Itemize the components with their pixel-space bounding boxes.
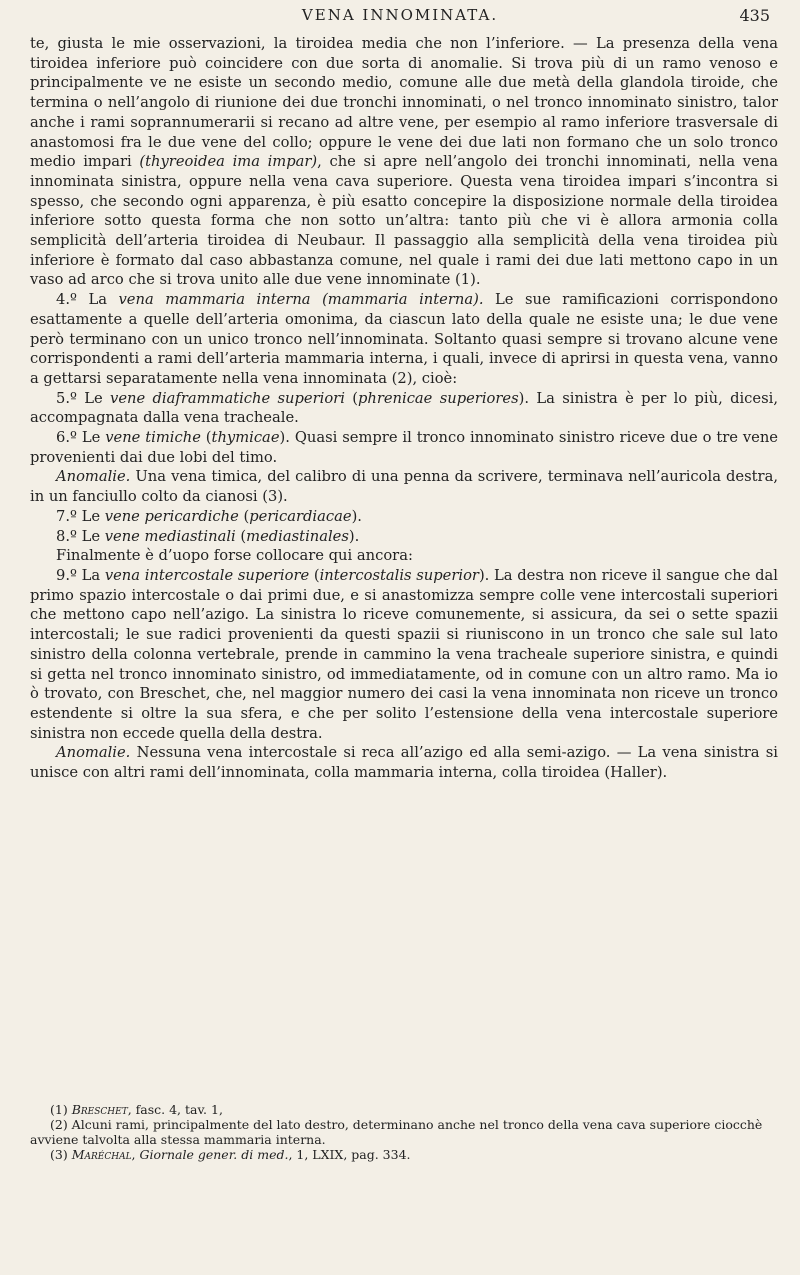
text-run: ). Quasi sempre il tronco innominato sinistro riceve due o tre vene provenienti dai due lobi del timo.: [30, 429, 779, 466]
italic-text: vene mediastinali: [104, 527, 236, 545]
body-text: [30, 34, 778, 783]
paragraph: [30, 467, 778, 506]
text-run: 9.º La: [56, 566, 105, 584]
text-run: 5.º Le: [56, 389, 111, 407]
italic-text: vena intercostale superiore: [104, 566, 310, 584]
footnotes: [30, 1102, 778, 1162]
text-run: (3): [50, 1147, 72, 1162]
paragraph: [30, 34, 778, 290]
text-run: , che si apre nell’angolo dei tronchi innominati, nella vena innominata sinistra, oppure nella vena cava superiore. Questa vena tiroidea impari s’incontra si spesso, che secondo ogni apparenza, è più esatto concepire la disposizione normale della tiroidea inferiore sotto questa forma che non sotto un’altra: tanto più che vi è allora armonia colla semplicità dell’arteria tiroidea di Neubaur. Il passaggio alla semplicità della vena tiroidea più inferiore è formato dal caso abbastanza comune, nel quale i rami dei due lati mettono capo in un vaso ad arco che si trova unito alle due vene innominate (1).: [30, 153, 778, 289]
italic-text: Anomalie.: [56, 744, 131, 762]
text-run: te, giusta le mie osservazioni, la tiroidea media che non l’inferiore. — La presenza della vena tiroidea inferiore può coincidere con due sorta di anomalie. Si trova più di un ramo venoso e principalmente ve ne esiste un secondo medio, comune alle due metà della glandola tiroide, che termina o nell’angolo di riunione dei due tronchi innominati, o nel tronco innominato sinistro, talor anche i rami soprannumerarii si recano ad altre vene, per esempio al ramo inferiore trasversale di anastomosi fra le due vene del collo; oppure le vene dei due lati non formano che un solo tronco medio impari: [30, 35, 778, 171]
italic-text: vene diaframmatiche superiori: [110, 389, 345, 407]
text-run: ).: [351, 507, 362, 525]
text-run: (: [238, 507, 250, 525]
footnote: [30, 1147, 778, 1162]
italic-text: phrenicae superiores: [357, 389, 519, 407]
italic-text: pericardiacae: [249, 507, 352, 525]
paragraph: [30, 290, 778, 389]
italic-text: intercostalis superior: [319, 566, 479, 584]
italic-text: (thyreoidea ima impar): [139, 153, 318, 171]
text-run: Una vena timica, del calibro di una penna da scrivere, terminava nell’auricola destra, in un fanciullo colto da cianosi (3).: [30, 468, 778, 506]
text-run: ,: [131, 1147, 140, 1162]
page-header: [0, 6, 800, 34]
text-run: ).: [348, 527, 360, 545]
italic-text: vena mammaria interna (mammaria interna).: [118, 291, 484, 309]
paragraph: [30, 743, 778, 782]
text-run: Le sue ramificazioni corrispondono esattamente a quelle dell’arteria omonima, da ciascun lato della quale ne esiste una; le due vene però terminano con un unico tronco nell’innominata. Soltanto quasi sempre si trovano alcune vene corrispondenti a rami dell’arteria mammaria interna, i quali, invece di aprirsi in questa vena, vanno a gettarsi separatamente nella vena innominata (2), cioè:: [30, 291, 778, 387]
italic-text: thymicae: [211, 429, 280, 447]
text-run: 8.º Le: [56, 527, 105, 545]
text-run: 4.º La: [56, 291, 119, 309]
text-run: , 1, LXIX, pag. 334.: [288, 1147, 411, 1162]
text-run: 7.º Le: [56, 507, 105, 525]
text-run: (: [344, 389, 358, 407]
text-run: Nessuna vena intercostale si reca all’azigo ed alla semi-azigo. — La vena sinistra si unisce con altri rami dell’innominata, colla mammaria interna, colla tiroidea (Haller).: [30, 744, 778, 782]
paragraph: [30, 527, 778, 547]
text-run: (: [309, 566, 320, 584]
italic-text: Giornale gener. di med.: [139, 1147, 289, 1162]
paragraph: [30, 428, 778, 467]
text-run: ). La sinistra è per lo più, dicesi, accompagnata dalla vena tracheale.: [30, 389, 778, 427]
paragraph: [30, 507, 778, 527]
text-run: (: [200, 429, 212, 447]
footnote: [30, 1102, 778, 1117]
text-run: (2) Alcuni rami, principalmente del lato destro, determinano anche nel tronco della vena cava superiore ciocchè avviene talvolta alla stessa mammaria interna.: [30, 1117, 763, 1147]
author-name: Breschet: [71, 1102, 128, 1117]
italic-text: vene pericardiche: [104, 507, 239, 525]
paragraph: [30, 546, 778, 566]
italic-text: Anomalie.: [56, 468, 131, 486]
text-run: (: [235, 527, 247, 545]
text-run: ). La destra non riceve il sangue che dal primo spazio intercostale o dai primi due, e si anastomizza sempre colle vene intercostali superiori che mettono capo nell’azigo. La sinistra lo riceve comunemente, si assicura, da sei o sette spazii intercostali; le sue radici provenienti da questi spazii si riuniscono in un tronco che sale sul lato sinistro della colonna vertebrale, prende in cammino la vena tracheale superiore sinistra, e quindi si getta nel tronco innominato sinistro, od immediatamente, od in comune con un altro ramo. Ma io ò trovato, con Breschet, che, nel maggior numero dei casi la vena innominata non riceve un tronco estendente si oltre la sua sfera, e che per solito l’estensione della vena intercostale superiore sinistra non eccede quella della destra.: [30, 566, 778, 742]
author-name: Maréchal: [71, 1147, 132, 1162]
paragraph: [30, 566, 778, 743]
footnote: [30, 1117, 778, 1147]
italic-text: vene timiche: [105, 429, 201, 447]
running-title: VENA INNOMINATA.: [301, 6, 499, 24]
text-run: Finalmente è d’uopo forse collocare qui ancora:: [56, 547, 413, 565]
text-run: (1): [50, 1102, 72, 1117]
italic-text: mediastinales: [246, 527, 349, 545]
paragraph: [30, 389, 778, 428]
page-number: 435: [739, 6, 770, 25]
text-run: 6.º Le: [56, 429, 106, 447]
text-run: , fasc. 4, tav. 1,: [127, 1102, 223, 1117]
